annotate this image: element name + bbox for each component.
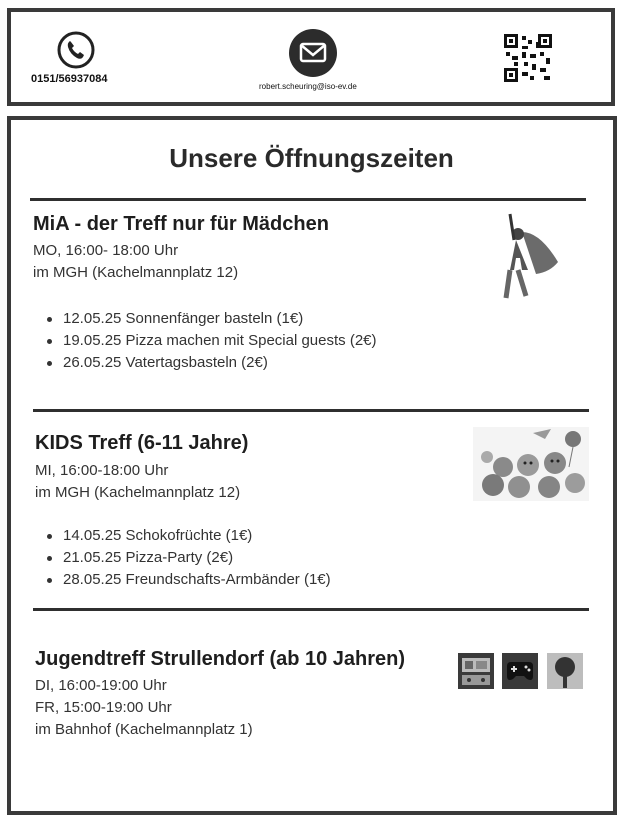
divider [30, 198, 586, 201]
location-line: im Bahnhof (Kachelmannplatz 1) [35, 721, 253, 738]
list-item: 28.05.25 Freundschafts-Armbänder (1€) [37, 569, 331, 591]
list-item: 12.05.25 Sonnenfänger basteln (1€) [37, 308, 377, 330]
qr-code-icon[interactable] [504, 34, 552, 82]
schedule-line: MI, 16:00-18:00 Uhr [35, 462, 169, 479]
schedule-line: FR, 15:00-19:00 Uhr [35, 699, 172, 716]
schedule-line: MO, 16:00- 18:00 Uhr [33, 242, 179, 259]
list-item: 26.05.25 Vatertagsbasteln (2€) [37, 352, 377, 374]
gamepad-icon [501, 652, 539, 690]
superhero-girl-illustration [496, 210, 562, 302]
list-item: 19.05.25 Pizza machen mit Special guests (2€) [37, 330, 377, 352]
section-title-mia: MiA - der Treff nur für Mädchen [33, 213, 329, 235]
list-item: 21.05.25 Pizza-Party (2€) [37, 547, 331, 569]
section-title-jugendtreff: Jugendtreff Strullendorf (ab 10 Jahren) [35, 648, 406, 670]
divider [33, 608, 589, 611]
location-line: im MGH (Kachelmannplatz 12) [35, 484, 241, 501]
location-line: im MGH (Kachelmannplatz 12) [33, 264, 239, 281]
divider [33, 409, 589, 412]
list-item: 14.05.25 Schokofrüchte (1€) [37, 525, 331, 547]
page-title: Unsere Öffnungszeiten [169, 143, 454, 173]
email-address[interactable]: robert.scheuring@iso-ev.de [259, 82, 357, 91]
arcade-machine-icon [457, 652, 495, 690]
table-tennis-icon [546, 652, 584, 690]
schedule-line: DI, 16:00-19:00 Uhr [35, 677, 167, 694]
event-list-mia [37, 308, 377, 374]
kids-group-illustration [473, 427, 589, 501]
phone-icon [56, 30, 96, 70]
section-title-kids: KIDS Treff (6-11 Jahre) [35, 432, 249, 454]
mail-icon [289, 29, 337, 77]
phone-number[interactable]: 0151/56937084 [31, 73, 108, 85]
event-list-kids [37, 525, 331, 591]
